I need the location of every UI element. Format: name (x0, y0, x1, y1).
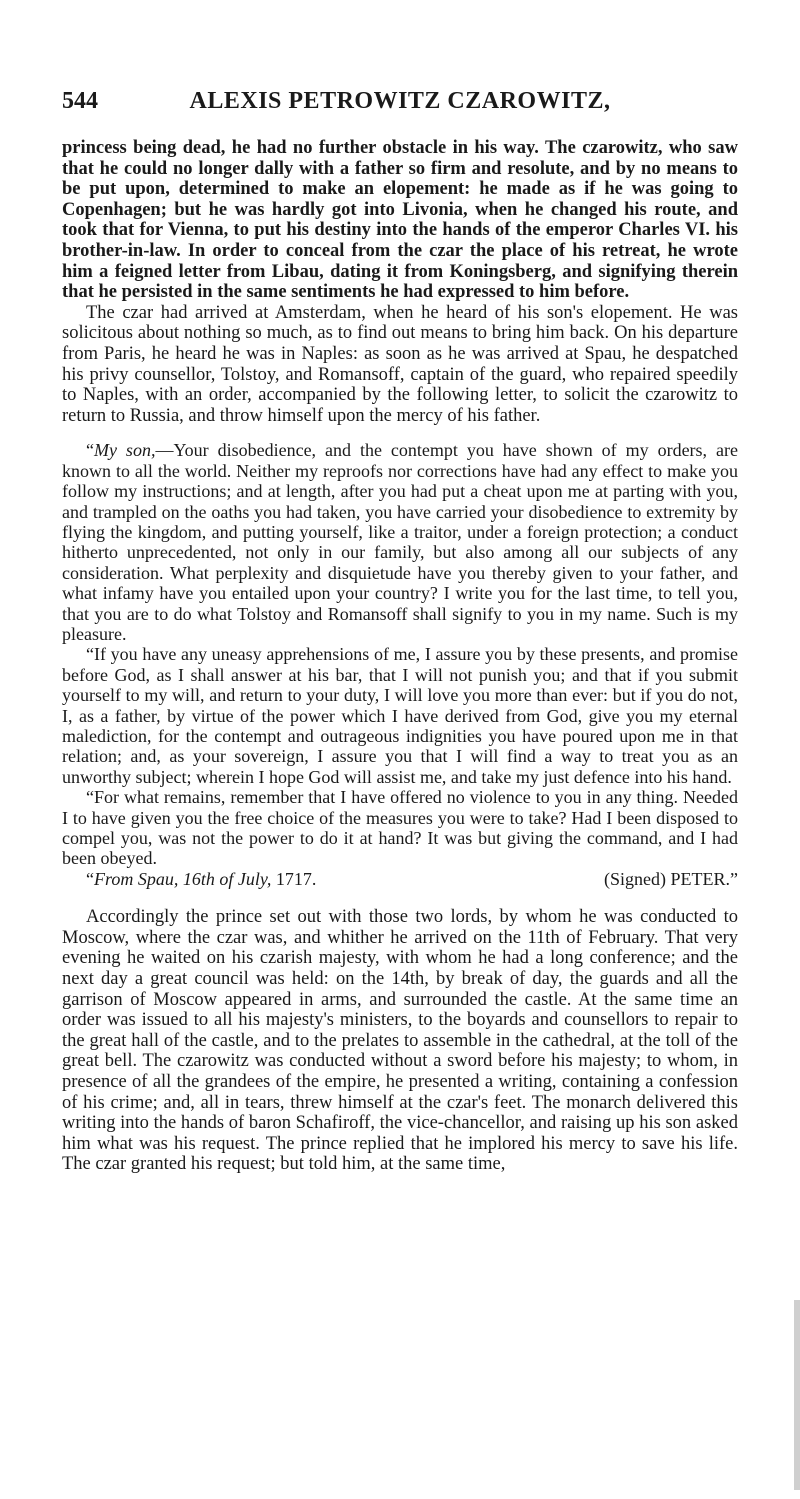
narrative-paragraph-1: princess being dead, he had no further obstacle in his way. The czarowitz, who saw that he could no longer dally with a father so firm and resolute, and by no means to be put upon, determined to make an elopement: he made as if he was going to Copenhagen; but he was hardly got into Livonia, when he changed his route, and took that for Vienna, to put his destiny into the hands of the emperor Charles VI. his brother-in-law. In order to conceal from the czar the place of his retreat, he wrote him a feigned letter from Libau, dating it from Koningsberg, and signifying therein that he persisted in the same sentiments he had expressed to him before. (62, 138, 738, 303)
letter-salutation: My son, (94, 440, 156, 461)
narrative-paragraph-3: Accordingly the prince set out with those two lords, by whom he was conducted to Moscow, where the czar was, and whither he arrived on the 11th of February. That very evening he waited on his czarish majesty, with whom he had a long conference; and the next day a great council was held: on the 14th, by break of day, the guards and all the garrison of Moscow appeared in arms, and surrounded the castle. At the same time an order was issued to all his majesty's ministers, to the boyards and counsellors to repair to the great hall of the castle, and to the prelates to assemble in the cathedral, at the toll of the great bell. The czarowitz was conducted without a sword before his majesty; to whom, in presence of all the grandees of the empire, he presented a writing, containing a confession of his crime; and, all in tears, threw himself at the czar's feet. The monarch delivered this writing into the hands of baron Schafiroff, the vice-chancellor, and raising up his son asked him what was his request. The prince replied that he implored his mercy to save his life. The czar granted his request; but told him, at the same time, (62, 907, 738, 1175)
running-title: ALEXIS PETROWITZ CZAROWITZ, (189, 88, 611, 114)
letter-signature: (Signed) PETER.” (604, 868, 738, 889)
narrative-paragraph-2: The czar had arrived at Amsterdam, when he heard of his son's elopement. He was solicitous about nothing so much, as to find out means to bring him back. On his departure from Paris, he heard he was in Naples: as soon as he was arrived at Spau, he despatched his privy counsellor, Tolstoy, and Romansoff, captain of the guard, who repaired speedily to Naples, with an order, accompanied by the following letter, to solicit the czarowitz to return to Russia, and throw himself upon the mercy of his father. (62, 302, 738, 426)
dateline-place: From Spau, (94, 868, 179, 889)
quoted-letter (62, 440, 738, 889)
letter-paragraph-1: “My son,—Your disobedience, and the contempt you have shown of my orders, are known to all the world. Neither my reproofs nor corrections have had any effect to make you follow my instructions; and at length, after you had put a cheat upon me at parting with you, and trampled on the oaths you had taken, you have carried your disobedience to extremity by flying the kingdom, and putting yourself, like a traitor, under a foreign protection; a conduct hitherto unprecedented, not only in our family, but also among all our subjects of any consideration. What perplexity and disquietude have you thereby given to your father, and what infamy have you entailed upon your country? I write you for the last time, to tell you, that you are to do what Tolstoy and Romansoff shall signify to you in my name. Such is my pleasure. (62, 440, 738, 644)
page-body (62, 138, 738, 1175)
letter-paragraph-3: “For what remains, remember that I have offered no violence to you in any thing. Needed I to have given you the free choice of the measures you were to take? Had I been disposed to compel you, was not the power to do it at hand? It was but giving the command, and I had been obeyed. (62, 787, 738, 869)
letter-paragraph-1-text: —Your disobedience, and the contempt you have shown of my orders, are known to all the world. Neither my reproofs nor corrections have had any effect to make you follow my instructions; and at length, after you had put a cheat upon me at parting with you, and trampled on the oaths you had taken, you have carried your disobedience to extremity by flying the kingdom, and putting yourself, like a traitor, under a foreign protection; a conduct hitherto unprecedented, not only in our family, but also among all our subjects of any consideration. What perplexity and disquietude have you thereby given to your father, and what infamy have you entailed upon your country? I write you for the last time, to tell you, that you are to do what Tolstoy and Romansoff shall signify to you in my name. Such is my pleasure. (62, 440, 738, 644)
letter-dateline: “From Spau, 16th of July, 1717. (Signed) PETER.” (86, 868, 738, 889)
page-header (62, 88, 738, 118)
dateline-day: 16th of July, (182, 868, 272, 889)
page-edge-shadow (794, 1300, 800, 1490)
page-number: 544 (62, 88, 98, 114)
dateline-year: 1717. (275, 868, 317, 889)
letter-paragraph-2: “If you have any uneasy apprehensions of me, I assure you by these presents, and promise before God, as I shall answer at his bar, that I will not punish you; and that if you submit yourself to my will, and return to your duty, I will love you more than ever: but if you do not, I, as a father, by virtue of the power which I have derived from God, give you my eternal malediction, for the contempt and outrageous indignities you have poured upon me in that relation; and, as your sovereign, I assure you that I will find a way to treat you as an unworthy subject; wherein I hope God will assist me, and take my just defence into his hand. (62, 644, 738, 787)
